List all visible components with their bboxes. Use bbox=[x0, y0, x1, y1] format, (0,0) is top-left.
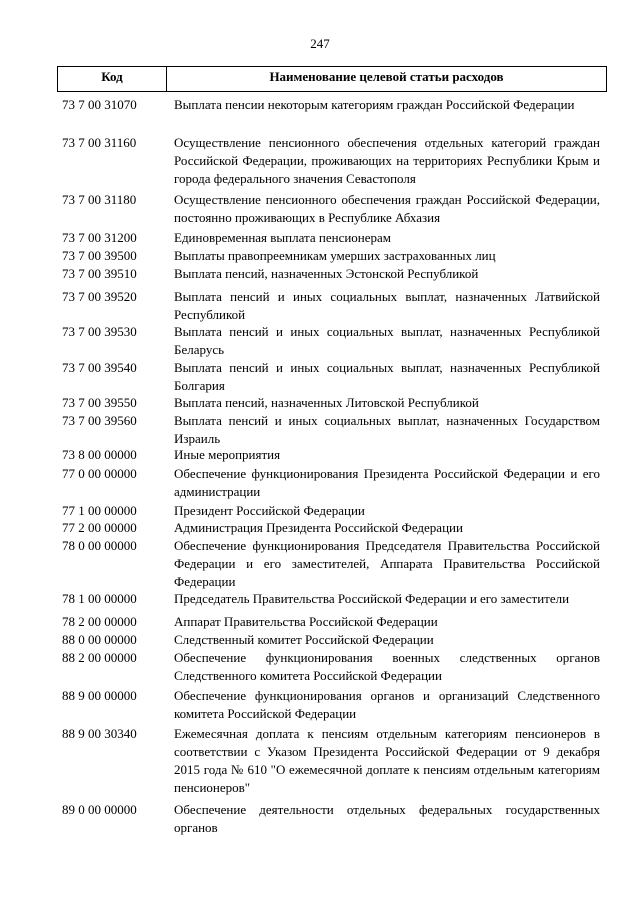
row-code: 77 0 00 00000 bbox=[62, 466, 137, 481]
row-code: 73 7 00 31160 bbox=[62, 135, 137, 150]
row-name: Выплата пенсии некоторым категориям граждан Российской Федерации bbox=[174, 97, 575, 112]
row-name: Администрация Президента Российской Федерации bbox=[174, 520, 463, 535]
row-code: 73 7 00 39500 bbox=[62, 248, 137, 263]
row-name: Аппарат Правительства Российской Федерации bbox=[174, 614, 438, 629]
row-code: 78 0 00 00000 bbox=[62, 538, 137, 553]
row-code: 88 2 00 00000 bbox=[62, 650, 137, 665]
row-code: 73 8 00 00000 bbox=[62, 447, 137, 462]
row-name: Выплата пенсий, назначенных Литовской Республикой bbox=[174, 395, 479, 410]
row-code: 73 7 00 31180 bbox=[62, 192, 137, 207]
row-name: Следственный комитет Российской Федерации bbox=[174, 632, 434, 647]
row-code: 73 7 00 39560 bbox=[62, 413, 137, 428]
row-name: Единовременная выплата пенсионерам bbox=[174, 230, 392, 245]
row-code: 88 9 00 00000 bbox=[62, 688, 137, 703]
row-name: Осуществление пенсионного обеспечения граждан Российской Федерации, постоянно проживающих в Республике Абхазия bbox=[174, 192, 600, 225]
row-code: 88 0 00 00000 bbox=[62, 632, 137, 647]
row-name: Обеспечение функционирования Председателя Правительства Российской Федерации и его заместителей, Аппарата Правительства Российской Федерации bbox=[174, 538, 600, 589]
row-code: 73 7 00 31070 bbox=[62, 97, 137, 112]
row-code: 73 7 00 39510 bbox=[62, 266, 137, 281]
header-name: Наименование целевой статьи расходов bbox=[269, 69, 504, 84]
row-name: Председатель Правительства Российской Федерации и его заместители bbox=[174, 591, 570, 606]
row-code: 77 2 00 00000 bbox=[62, 520, 137, 535]
row-code: 73 7 00 39520 bbox=[62, 289, 137, 304]
row-code: 78 2 00 00000 bbox=[62, 614, 137, 629]
row-name: Выплата пенсий и иных социальных выплат, назначенных Государством Израиль bbox=[174, 413, 600, 446]
row-name: Выплата пенсий и иных социальных выплат, назначенных Латвийской Республикой bbox=[174, 289, 600, 322]
page-number: 247 bbox=[310, 36, 330, 51]
table-header bbox=[57, 66, 607, 92]
row-name: Обеспечение функционирования органов и организаций Следственного комитета Российской Федерации bbox=[174, 688, 600, 721]
row-name: Осуществление пенсионного обеспечения отдельных категорий граждан Российской Федерации, проживающих на территориях Республики Крым и города федерального значения Севастополя bbox=[174, 135, 600, 186]
row-name: Выплаты правопреемникам умерших застрахованных лиц bbox=[174, 248, 496, 263]
row-name: Иные мероприятия bbox=[174, 447, 281, 462]
row-name: Выплата пенсий, назначенных Эстонской Республикой bbox=[174, 266, 479, 281]
row-code: 88 9 00 30340 bbox=[62, 726, 137, 741]
row-code: 77 1 00 00000 bbox=[62, 503, 137, 518]
row-code: 73 7 00 31200 bbox=[62, 230, 137, 245]
row-name: Ежемесячная доплата к пенсиям отдельным категориям пенсионеров в соответствии с Указом Президента Российской Федерации от 9 декабря 2015 года № 610 "О ежемесячной доплате к пенсиям отдельным категориям пенсионеров" bbox=[174, 726, 600, 795]
row-name: Обеспечение функционирования военных следственных органов Следственного комитета Российской Федерации bbox=[174, 650, 600, 683]
row-code: 73 7 00 39540 bbox=[62, 360, 137, 375]
row-code: 73 7 00 39550 bbox=[62, 395, 137, 410]
row-code: 73 7 00 39530 bbox=[62, 324, 137, 339]
row-name: Обеспечение функционирования Президента Российской Федерации и его администрации bbox=[174, 466, 600, 499]
row-name: Выплата пенсий и иных социальных выплат, назначенных Республикой Болгария bbox=[174, 360, 600, 393]
row-code: 89 0 00 00000 bbox=[62, 802, 137, 817]
row-code: 78 1 00 00000 bbox=[62, 591, 137, 606]
row-name: Выплата пенсий и иных социальных выплат, назначенных Республикой Беларусь bbox=[174, 324, 600, 357]
header-code: Код bbox=[58, 67, 167, 91]
row-name: Президент Российской Федерации bbox=[174, 503, 365, 518]
row-name: Обеспечение деятельности отдельных федеральных государственных органов bbox=[174, 802, 600, 835]
